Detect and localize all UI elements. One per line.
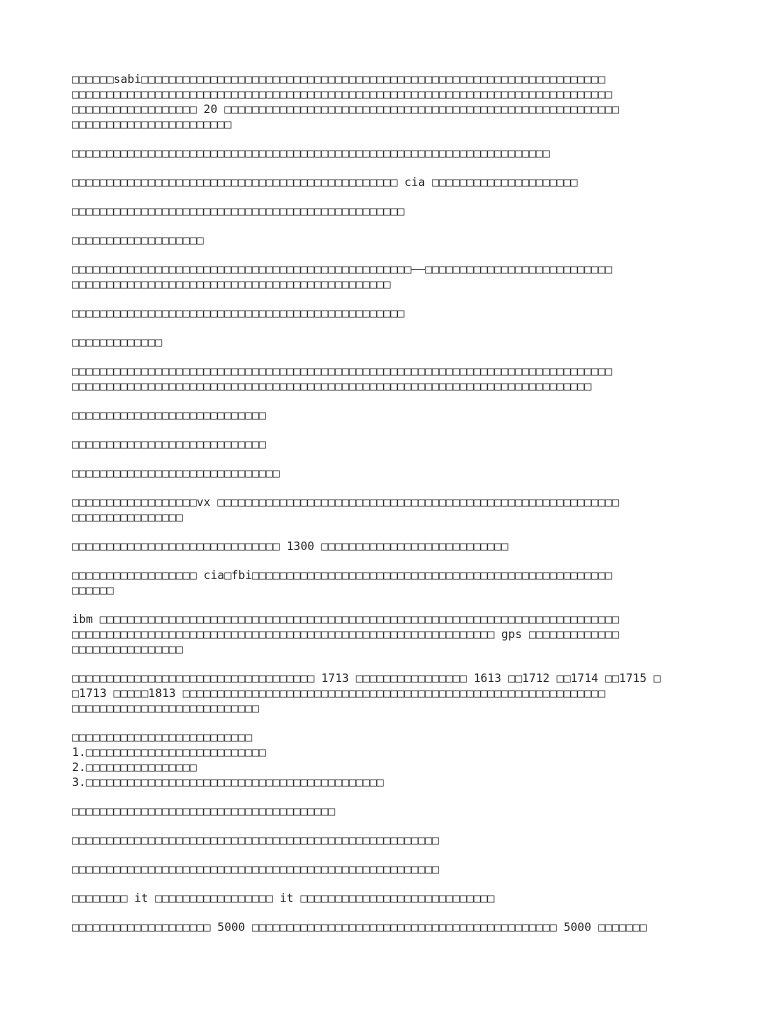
text-line: □□□□□□□□□□□□□□□□□□□□□□□□□□□□□□□□□□□□□□□□□□□□□□□□□□□□□□□□□□□□□□□□□□□□□□□□□□□□□□ — [72, 87, 613, 101]
paragraph — [72, 262, 702, 292]
text-line: □□□□□□□□□□□□□□□□□□ 20 □□□□□□□□□□□□□□□□□□□□□□□□□□□□□□□□□□□□□□□□□□□□□□□□□□□□□□□□□ — [72, 102, 619, 116]
text-line: □□□□□□□□ it □□□□□□□□□□□□□□□□□ it □□□□□□□□□□□□□□□□□□□□□□□□□□□□ — [72, 891, 495, 905]
text-line: □□□□□□□□□□□□□□□□□□□□□□□□□□□□□□□□□□□□□□□□□□□□□□□□□□□□□ — [72, 862, 439, 876]
paragraph — [72, 495, 702, 525]
paragraph — [72, 146, 702, 161]
text-line: □□□□□□□□□□□□□□□□□□□□□□□□□□□□ — [72, 408, 266, 422]
text-line: □□□□□□□□□□□□□□□□□□□□□□□□□□□□□□□□□□□ 1713 □□□□□□□□□□□□□□□□ 1613 □□1712 □□1714 □□1715 □ — [72, 671, 661, 685]
paragraph — [72, 539, 702, 554]
text-line: □□□□□□□□□□□□□ — [72, 335, 163, 349]
paragraph — [72, 233, 702, 248]
paragraph — [72, 568, 702, 598]
paragraph — [72, 891, 702, 906]
text-line: □1713 □□□□□1813 □□□□□□□□□□□□□□□□□□□□□□□□□□□□□□□□□□□□□□□□□□□□□□□□□□□□□□□□□□□□□ — [72, 686, 606, 700]
text-line: ibm □□□□□□□□□□□□□□□□□□□□□□□□□□□□□□□□□□□□□□□□□□□□□□□□□□□□□□□□□□□□□□□□□□□□□□□□□□□ — [72, 612, 619, 626]
text-line: □□□□□□□□□□□□□□□□ — [72, 642, 183, 656]
text-line: □□□□□□□□□□□□□□□□□□□□□□□□□□□□□□□□□□□□□□□□□□□□□□□□□——□□□□□□□□□□□□□□□□□□□□□□□□□□□ — [72, 262, 613, 276]
paragraph — [72, 335, 702, 350]
paragraph — [72, 671, 702, 716]
text-line: □□□□□□□□□□□□□□□□□□□□□□□□□□□ — [72, 701, 259, 715]
text-line: □□□□□□□□□□□□□□□□□□ cia□fbi□□□□□□□□□□□□□□□□□□□□□□□□□□□□□□□□□□□□□□□□□□□□□□□□□□□□ — [72, 568, 613, 582]
text-line: □□□□□□□□□□□□□□□□□□□□□□□□□□□□□□ — [72, 466, 280, 480]
text-line: □□□□□□□□□□□□□□□□□□□ — [72, 233, 204, 247]
text-line: □□□□□□□□□□□□□□□□□□□□□□□□□□□□□□□□□□□□□□□□□□□□□□□□□□□□□□□□□□□□□□□□□□□□□□□□□□□□□□ — [72, 364, 613, 378]
text-line: □□□□□□□□□□□□□□□□□□□□□□□□□□□□□□□□□□□□□□□□□□□□□□□□ — [72, 306, 405, 320]
text-line: □□□□□□sabi□□□□□□□□□□□□□□□□□□□□□□□□□□□□□□□□□□□□□□□□□□□□□□□□□□□□□□□□□□□□□□□□□□□ — [72, 72, 606, 86]
paragraph — [72, 306, 702, 321]
text-line: □□□□□□□□□□□□□□□□□□□□□□□ — [72, 117, 232, 131]
text-line: □□□□□□ — [72, 583, 114, 597]
text-line: □□□□□□□□□□□□□□□□□□□□ 5000 □□□□□□□□□□□□□□□□□□□□□□□□□□□□□□□□□□□□□□□□□□□□ 5000 □□□□□□□ — [72, 920, 647, 934]
text-line: □□□□□□□□□□□□□□□□□□□□□□□□□□□□□□□□□□□□□□□□□□□□□□ — [72, 277, 391, 291]
paragraph — [72, 175, 702, 190]
paragraph — [72, 804, 702, 819]
text-line: 1.□□□□□□□□□□□□□□□□□□□□□□□□□□ — [72, 745, 266, 759]
paragraph — [72, 364, 702, 394]
text-line: □□□□□□□□□□□□□□□□□□□□□□□□□□□□ — [72, 437, 266, 451]
text-line: □□□□□□□□□□□□□□□□□□□□□□□□□□□□□□□□□□□□□□□□□□□□□□□□□□□□□□□□□□□□□□□□□□□□□ — [72, 146, 550, 160]
paragraph — [72, 466, 702, 481]
text-line: □□□□□□□□□□□□□□□□□□□□□□□□□□□□□□□□□□□□□□□□□□□□□□□ cia □□□□□□□□□□□□□□□□□□□□□ — [72, 175, 578, 189]
paragraph — [72, 920, 702, 935]
text-line: □□□□□□□□□□□□□□□□□□□□□□□□□□□□□□□□□□□□□□□□□□□□□□□□□□□□□ — [72, 833, 439, 847]
text-line: □□□□□□□□□□□□□□□□□□□□□□□□□□□□□□□□□□□□□□□□□□□□□□□□ — [72, 204, 405, 218]
paragraph — [72, 437, 702, 452]
text-line: □□□□□□□□□□□□□□□□□□vx □□□□□□□□□□□□□□□□□□□□□□□□□□□□□□□□□□□□□□□□□□□□□□□□□□□□□□□□□□ — [72, 495, 619, 509]
text-line: □□□□□□□□□□□□□□□□□□□□□□□□□□□□□□ 1300 □□□□□□□□□□□□□□□□□□□□□□□□□□□ — [72, 539, 509, 553]
text-line: □□□□□□□□□□□□□□□□□□□□□□□□□□ — [72, 730, 253, 744]
text-line: □□□□□□□□□□□□□□□□□□□□□□□□□□□□□□□□□□□□□□□□□□□□□□□□□□□□□□□□□□□□□ gps □□□□□□□□□□□□□ — [72, 627, 619, 641]
paragraph — [72, 72, 702, 132]
paragraph — [72, 833, 702, 848]
text-line: □□□□□□□□□□□□□□□□□□□□□□□□□□□□□□□□□□□□□□ — [72, 804, 336, 818]
paragraph — [72, 730, 702, 790]
text-line: □□□□□□□□□□□□□□□□ — [72, 510, 183, 524]
paragraph — [72, 204, 702, 219]
text-line: □□□□□□□□□□□□□□□□□□□□□□□□□□□□□□□□□□□□□□□□□□□□□□□□□□□□□□□□□□□□□□□□□□□□□□□□□□□ — [72, 379, 592, 393]
paragraph — [72, 408, 702, 423]
paragraph — [72, 862, 702, 877]
text-line: 3.□□□□□□□□□□□□□□□□□□□□□□□□□□□□□□□□□□□□□□□□□□□ — [72, 775, 384, 789]
paragraph — [72, 612, 702, 657]
text-line: 2.□□□□□□□□□□□□□□□□ — [72, 760, 197, 774]
